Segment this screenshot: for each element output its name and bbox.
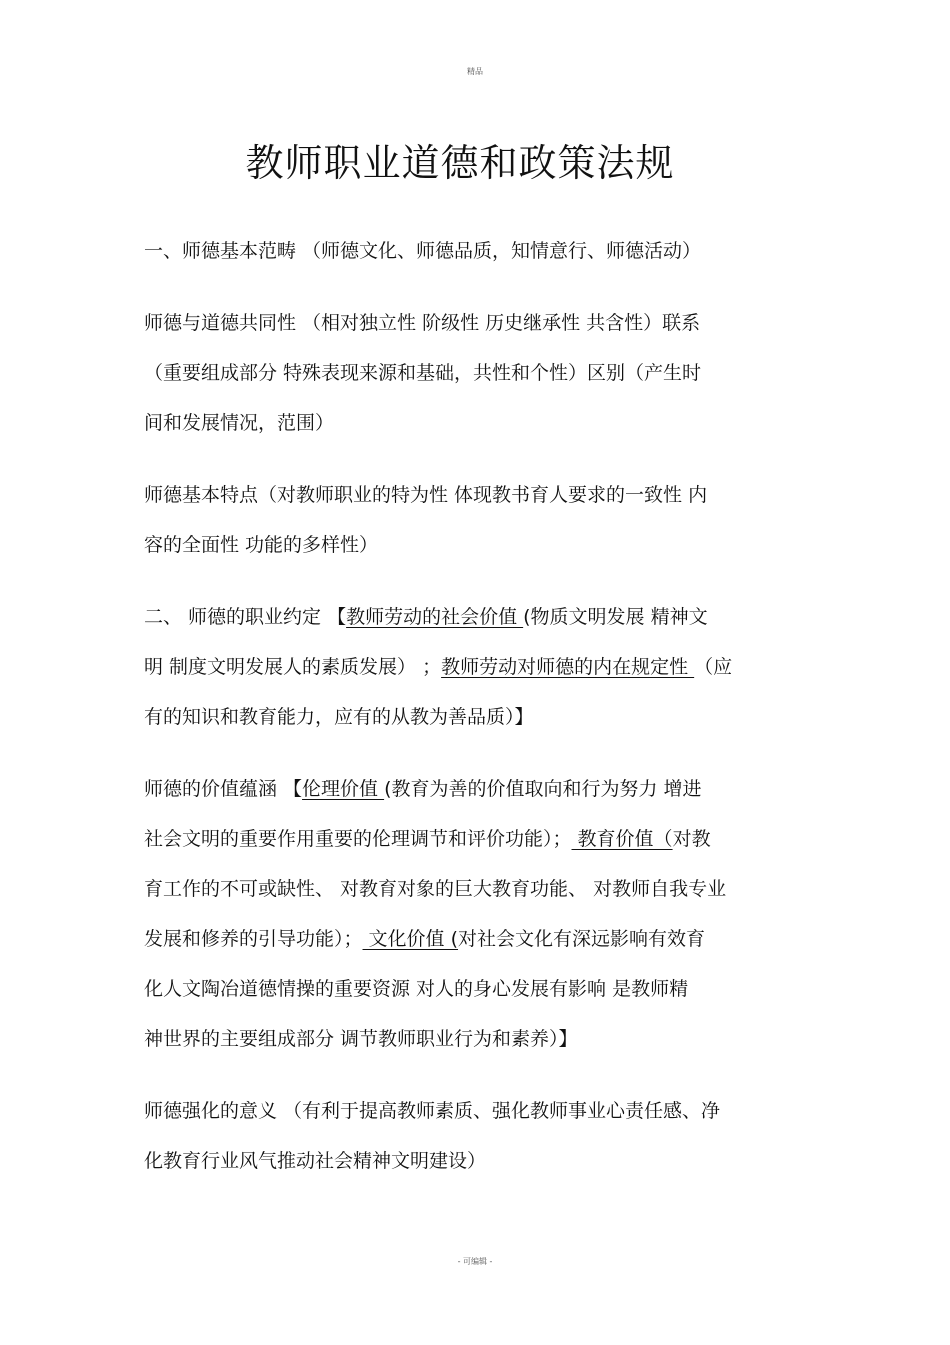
paragraph-ethics-category (144, 226, 809, 276)
text-line: 师德强化的意义 （有利于提高教师素质、强化教师事业心责任感、净 (144, 1100, 721, 1122)
text-segment: 对社会文化有深远影响有效育 (458, 928, 706, 950)
underlined-term: 教师劳动对师德的内在规定性 (441, 656, 695, 678)
text-line: 一、师德基本范畴 （师德文化、师德品质，知情意行、师德活动） (144, 240, 702, 262)
paragraph-value-connotation (144, 764, 809, 1064)
document-title: 教师职业道德和政策法规 (245, 141, 675, 185)
paragraph-professional-convention (144, 592, 809, 742)
underlined-term: 伦理价值 (302, 778, 385, 800)
text-segment: (教育为善的价值取向和行为努力 增进 (384, 778, 702, 800)
text-line: （重要组成部分 特殊表现来源和基础，共性和个性）区别（产生时 (144, 362, 702, 384)
text-line: 有的知识和教育能力，应有的从教为善品质）】 (144, 706, 534, 728)
footer-mark: - 可编辑 - (457, 1257, 493, 1266)
underlined-term: 教师劳动的社会价值 (346, 606, 524, 628)
header-mark: 精品 (467, 67, 483, 76)
text-line (144, 642, 809, 692)
text-line (144, 764, 809, 814)
paragraph-strengthening-significance (144, 1086, 809, 1186)
text-segment: (物质文明发展 精神文 (523, 606, 708, 628)
underlined-term: 文化价值 ( (362, 928, 459, 950)
text-line: 师德与道德共同性 （相对独立性 阶级性 历史继承性 共含性）联系 (144, 312, 701, 334)
text-line: 间和发展情况，范围） (144, 412, 335, 434)
text-segment: 师德的价值蕴涵 【 (144, 778, 303, 800)
text-line: 容的全面性 功能的多样性） (144, 534, 379, 556)
paragraph-ethics-commonality (144, 298, 809, 448)
text-line (144, 592, 809, 642)
text-line: 化教育行业风气推动社会精神文明建设） (144, 1150, 487, 1172)
text-line: 化人文陶冶道德情操的重要资源 对人的身心发展有影响 是教师精 (144, 978, 689, 1000)
text-segment: 发展和修养的引导功能）； (144, 928, 363, 950)
text-line: 神世界的主要组成部分 调节教师职业行为和素养）】 (144, 1028, 578, 1050)
text-line: 师德基本特点（对教师职业的特为性 体现教书育人要求的一致性 内 (144, 484, 708, 506)
text-line (144, 814, 809, 864)
underlined-term: 教育价值（ (571, 828, 673, 850)
text-segment: （应 (694, 656, 733, 678)
text-segment: 明 制度文明发展人的素质发展） ； (144, 656, 442, 678)
text-segment: 二、 师德的职业约定 【 (144, 606, 347, 628)
text-line: 育工作的不可或缺性、 对教育对象的巨大教育功能、 对教师自我专业 (144, 878, 727, 900)
text-segment: 社会文明的重要作用重要的伦理调节和评价功能）； (144, 828, 572, 850)
text-line (144, 914, 809, 964)
paragraph-ethics-features (144, 470, 809, 570)
text-segment: 对教 (672, 828, 711, 850)
document-body (144, 226, 809, 1186)
